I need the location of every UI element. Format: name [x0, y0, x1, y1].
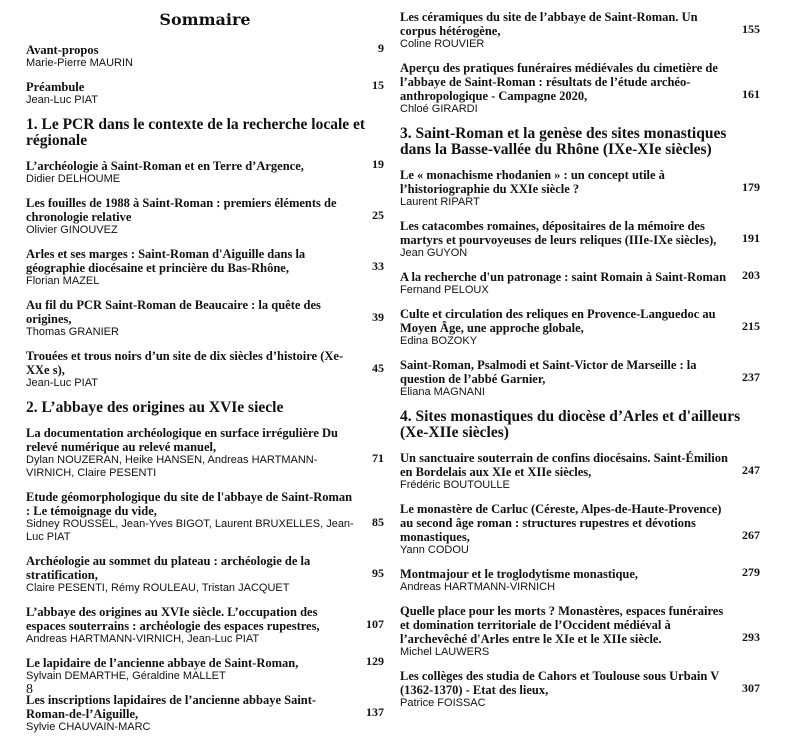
entry-title: Préambule: [26, 80, 85, 94]
entry-page-number: 237: [742, 370, 760, 384]
toc-entry[interactable]: [26, 247, 384, 288]
entry-page-number: 19: [372, 157, 384, 171]
entry-page-number: 137: [366, 705, 384, 719]
toc-entry[interactable]: [400, 10, 760, 51]
toc-entry[interactable]: [26, 196, 384, 237]
entry-title: L’archéologie à Saint-Roman et en Terre d’Argence,: [26, 159, 304, 173]
toc-entry[interactable]: [400, 270, 760, 297]
entry-page-number: 45: [372, 361, 384, 375]
entry-page-number: 293: [742, 630, 760, 644]
toc-entry[interactable]: [400, 604, 760, 659]
section-heading: 1. Le PCR dans le contexte de la recherche locale et régionale: [26, 116, 366, 149]
entry-title: La documentation archéologique en surface irrégulière Du relevé numérique au relevé manuel,: [26, 426, 339, 454]
entry-title: Le lapidaire de l’ancienne abbaye de Saint-Roman,: [26, 656, 299, 670]
entry-title: Les fouilles de 1988 à Saint-Roman : premiers éléments de chronologie relative: [26, 196, 337, 224]
entry-author: Claire PESENTI, Rémy ROULEAU, Tristan JACQUET: [26, 582, 290, 594]
toc-entry[interactable]: [26, 159, 384, 186]
entry-page-number: 107: [366, 617, 384, 631]
entry-author: Sidney ROUSSEL, Jean-Yves BIGOT, Laurent BRUXELLES, Jean-Luc PIAT: [26, 518, 354, 543]
toc-entry[interactable]: [26, 298, 384, 339]
section-heading: 4. Sites monastiques du diocèse d’Arles et d'ailleurs (Xe-XIIe siècles): [400, 408, 741, 441]
toc-entry[interactable]: [400, 502, 760, 557]
entry-author: Thomas GRANIER: [26, 326, 119, 338]
toc-entry[interactable]: [400, 567, 760, 594]
toc-entry[interactable]: [26, 426, 384, 480]
entry-title: Etude géomorphologique du site de l'abbaye de Saint-Roman : Le témoignage du vide,: [26, 490, 353, 518]
entry-author: Sylvie CHAUVAIN-MARC: [26, 721, 151, 733]
entry-author: Dylan NOUZERAN, Heike HANSEN, Andreas HARTMANN-VIRNICH, Claire PESENTI: [26, 454, 318, 479]
entry-author: Michel LAUWERS: [400, 646, 490, 658]
entry-page-number: 25: [372, 208, 384, 222]
toc-entry[interactable]: [26, 693, 384, 734]
entry-page-number: 215: [742, 319, 760, 333]
entry-author: Laurent RIPART: [400, 196, 480, 208]
entry-title: Les céramiques du site de l’abbaye de Saint-Roman. Un corpus hétérogène,: [400, 10, 698, 38]
entry-author: Jean-Luc PIAT: [26, 377, 98, 389]
entry-title: L’abbaye des origines au XVIe siècle. L’occupation des espaces souterrains : archéologie des espaces rupestres,: [26, 605, 320, 633]
entry-title: Culte et circulation des reliques en Provence-Languedoc au Moyen Âge, une approche globale,: [400, 307, 716, 335]
entry-title: Les inscriptions lapidaires de l’ancienne abbaye Saint-Roman-de-l’Aiguille,: [26, 693, 317, 721]
entry-title: Le monastère de Carluc (Céreste, Alpes-de-Haute-Provence) au second âge roman : structures rupestres et dévotions monastiques,: [400, 502, 722, 544]
toc-entry[interactable]: [400, 307, 760, 348]
entry-page-number: 71: [372, 451, 384, 465]
entry-title: Montmajour et le troglodytisme monastique,: [400, 567, 639, 581]
entry-page-number: 85: [372, 515, 384, 529]
entry-author: Patrice FOISSAC: [400, 697, 486, 709]
toc-entry[interactable]: [26, 656, 384, 683]
entry-page-number: 191: [742, 231, 760, 245]
entry-title: Quelle place pour les morts ? Monastères, espaces funéraires et domination territoriale de l’Occident médiéval à l’archevêché d'Arles entre le XIe et le XIIe siècle.: [400, 604, 724, 646]
entry-page-number: 9: [378, 41, 384, 55]
entry-title: Arles et ses marges : Saint-Roman d'Aiguille dans la géographie diocésaine et princière du Bas-Rhône,: [26, 247, 306, 275]
entry-title: Les catacombes romaines, dépositaires de la mémoire des martyrs et pourvoyeuses de leurs reliques (IIIe-IXe siècles),: [400, 219, 717, 247]
entry-author: Jean GUYON: [400, 247, 468, 259]
entry-author: Andreas HARTMANN-VIRNICH: [400, 581, 556, 593]
entry-title: Saint-Roman, Psalmodi et Saint-Victor de Marseille : la question de l’abbé Garnier,: [400, 358, 697, 386]
toc-list-left: [26, 43, 384, 734]
entry-author: Edina BOZOKY: [400, 335, 478, 347]
entry-page-number: 15: [372, 78, 384, 92]
entry-author: Sylvain DEMARTHE, Géraldine MALLET: [26, 670, 226, 682]
toc-entry[interactable]: [26, 80, 384, 107]
left-column: [26, 0, 384, 744]
toc-entry[interactable]: [400, 168, 760, 209]
entry-page-number: 129: [366, 654, 384, 668]
entry-page-number: 179: [742, 180, 760, 194]
entry-title: Trouées et trous noirs d’un site de dix siècles d’histoire (Xe-XXe s),: [26, 349, 344, 377]
toc-entry[interactable]: [26, 490, 384, 544]
page-title: Sommaire: [159, 10, 251, 29]
entry-page-number: 203: [742, 268, 760, 282]
entry-author: Eliana MAGNANI: [400, 386, 485, 398]
entry-page-number: 247: [742, 463, 760, 477]
right-column: [400, 0, 760, 720]
entry-author: Chloé GIRARDI: [400, 103, 478, 115]
entry-author: Yann CODOU: [400, 544, 469, 556]
page-number: 8: [26, 682, 33, 697]
entry-author: Fernand PELOUX: [400, 284, 489, 296]
entry-page-number: 95: [372, 566, 384, 580]
entry-page-number: 161: [742, 87, 760, 101]
entry-author: Florian MAZEL: [26, 275, 100, 287]
entry-author: Frédéric BOUTOULLE: [400, 479, 510, 491]
entry-page-number: 33: [372, 259, 384, 273]
toc-entry[interactable]: [26, 349, 384, 390]
entry-author: Olivier GINOUVEZ: [26, 224, 118, 236]
entry-title: Au fil du PCR Saint-Roman de Beaucaire : la quête des origines,: [26, 298, 321, 326]
entry-title: Le « monachisme rhodanien » : un concept utile à l’historiographie du XXIe siècle ?: [400, 168, 665, 196]
entry-author: Marie-Pierre MAURIN: [26, 57, 133, 69]
toc-list-right: [400, 10, 760, 710]
entry-author: Jean-Luc PIAT: [26, 94, 98, 106]
entry-page-number: 279: [742, 565, 760, 579]
toc-entry[interactable]: [400, 451, 760, 492]
section-heading: 3. Saint-Roman et la genèse des sites monastiques dans la Basse-vallée du Rhône (IXe-XIe siècles): [400, 125, 727, 158]
toc-entry[interactable]: [400, 219, 760, 260]
entry-title: Avant-propos: [26, 43, 99, 57]
entry-page-number: 155: [742, 22, 760, 36]
entry-title: A la recherche d'un patronage : saint Romain à Saint-Roman: [400, 270, 727, 284]
entry-page-number: 39: [372, 310, 384, 324]
entry-title: Les collèges des studia de Cahors et Toulouse sous Urbain V (1362-1370) - Etat des lieux,: [400, 669, 720, 697]
toc-entry[interactable]: [26, 554, 384, 595]
toc-entry[interactable]: [400, 61, 760, 116]
toc-entry[interactable]: [26, 43, 384, 70]
entry-page-number: 307: [742, 681, 760, 695]
entry-title: Aperçu des pratiques funéraires médiévales du cimetière de l’abbaye de Saint-Roman : résultats de l’étude archéo-anthropologique - Campagne 2020,: [400, 61, 718, 103]
entry-title: Un sanctuaire souterrain de confins diocésains. Saint-Émilion en Bordelais aux XIe et XIIe siècles,: [400, 451, 728, 479]
toc-entry[interactable]: [26, 605, 384, 646]
entry-page-number: 267: [742, 528, 760, 542]
toc-entry[interactable]: [400, 358, 760, 399]
entry-author: Didier DELHOUME: [26, 173, 121, 185]
section-heading: 2. L’abbaye des origines au XVIe siecle: [26, 399, 284, 416]
entry-author: Coline ROUVIER: [400, 38, 485, 50]
entry-author: Andreas HARTMANN-VIRNICH, Jean-Luc PIAT: [26, 633, 260, 645]
entry-title: Archéologie au sommet du plateau : archéologie de la stratification,: [26, 554, 311, 582]
